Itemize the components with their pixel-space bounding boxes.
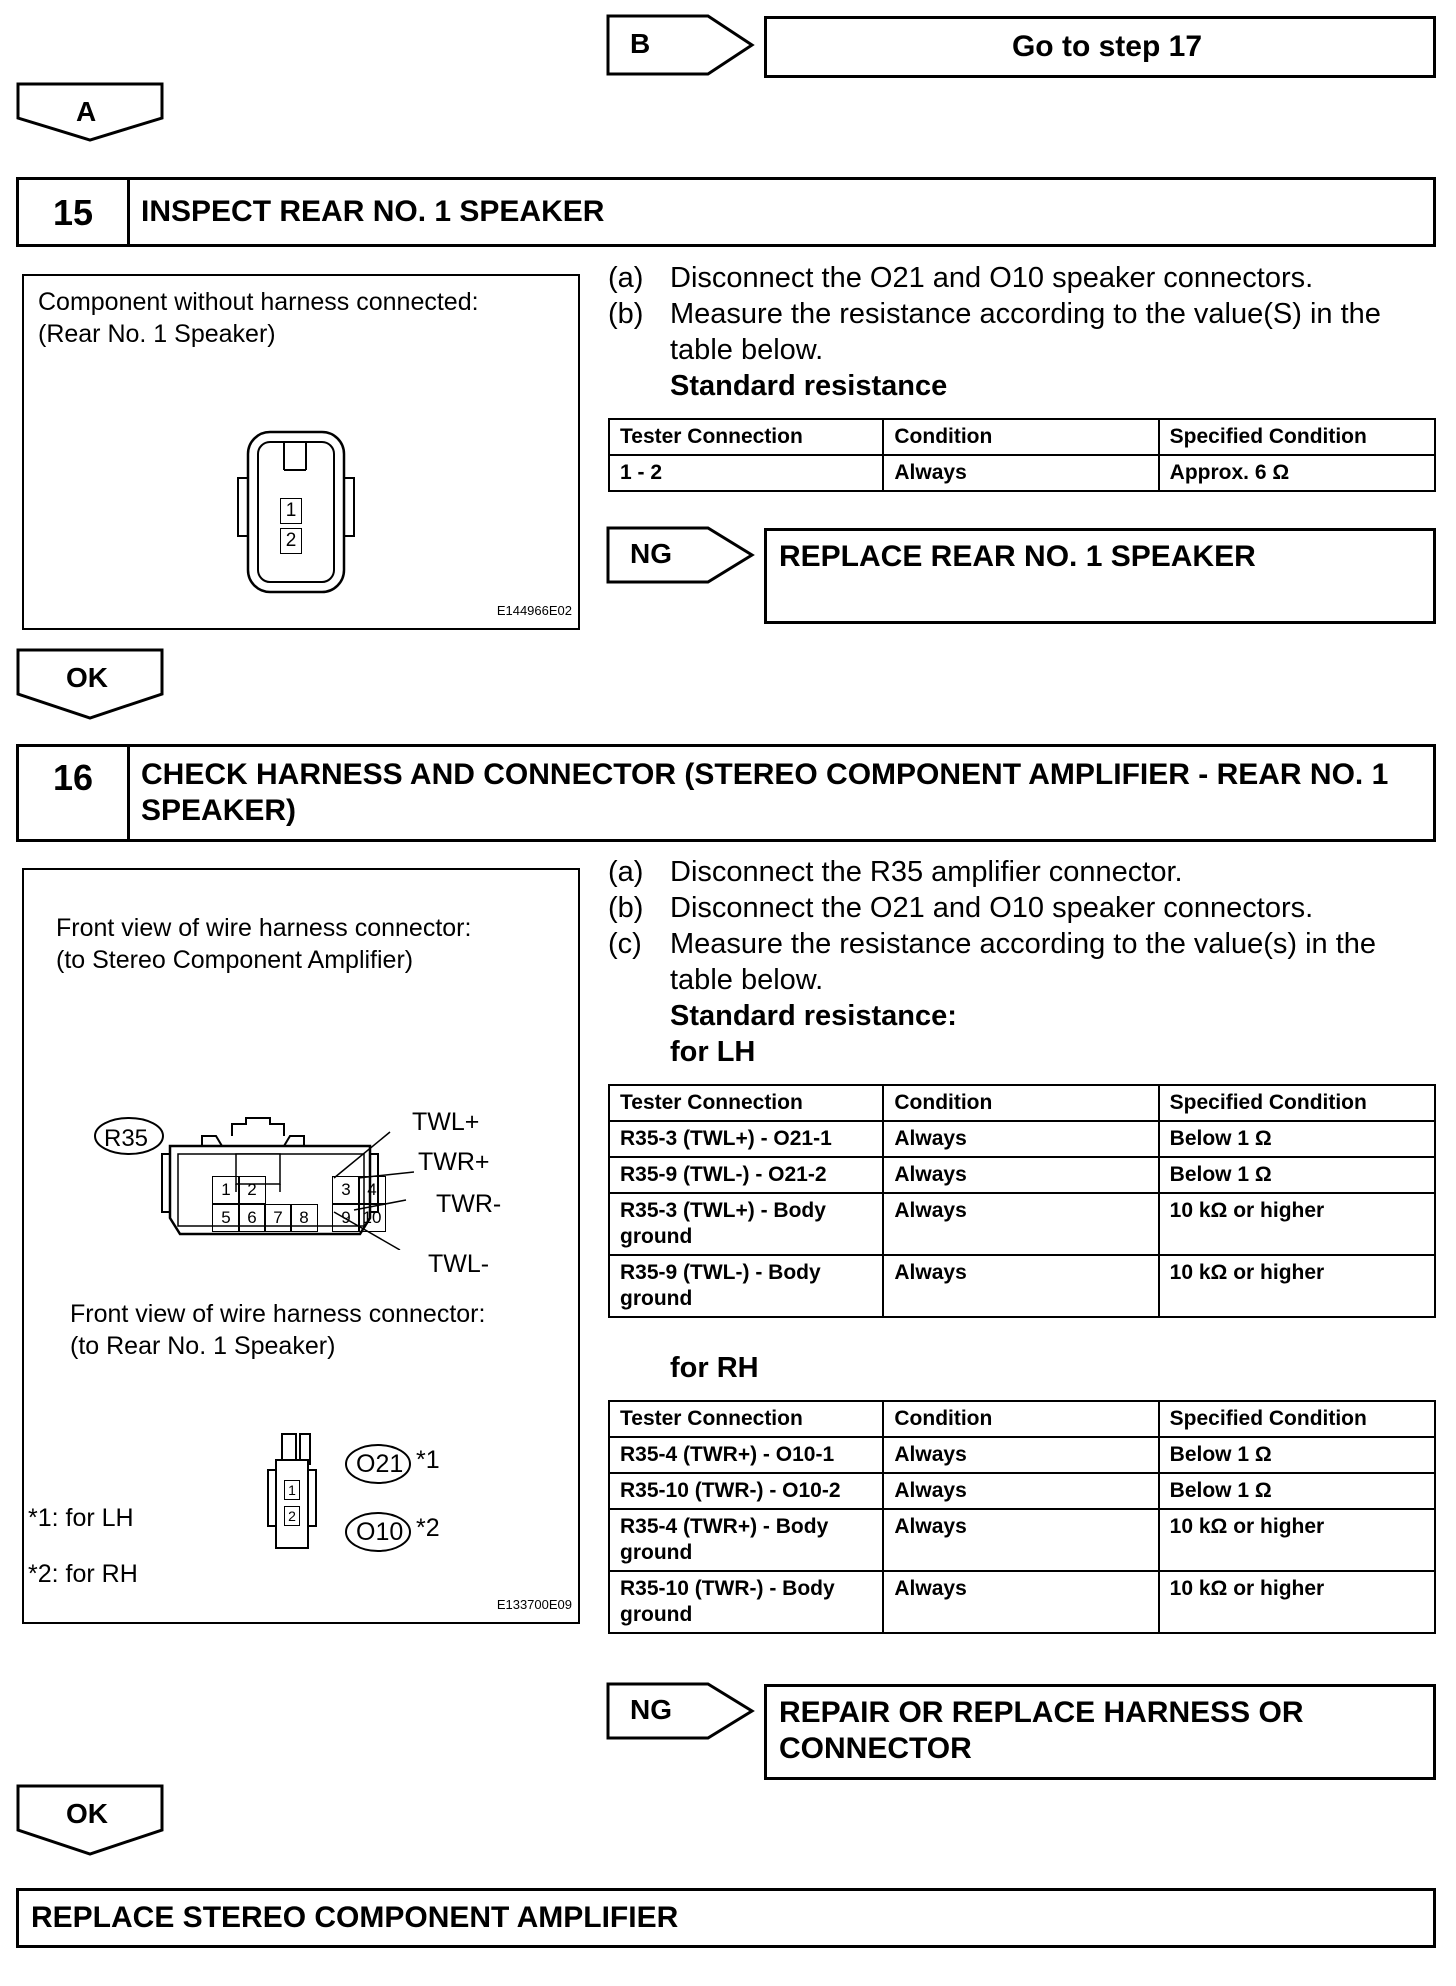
instruction-text: Disconnect the O21 and O10 speaker connectors. bbox=[670, 892, 1314, 924]
ng-action-box[interactable] bbox=[764, 1684, 1436, 1780]
table-row bbox=[609, 1193, 1435, 1255]
instruction-b bbox=[608, 890, 1428, 926]
instruction-label: (b) bbox=[608, 892, 644, 924]
table-cell: Below 1 Ω bbox=[1159, 1121, 1435, 1157]
instruction-b-cont bbox=[608, 332, 1428, 368]
pin-label: 10 bbox=[358, 1204, 386, 1232]
lh-label: for LH bbox=[670, 1036, 756, 1068]
table-row bbox=[609, 1509, 1435, 1571]
wire-label-twl-minus: TWL- bbox=[428, 1250, 490, 1278]
table-cell: Always bbox=[883, 455, 1158, 491]
table-row bbox=[609, 1255, 1435, 1317]
connector-id-o10: O10 bbox=[356, 1518, 404, 1546]
pin-1-box bbox=[280, 498, 302, 524]
header-cell: Condition bbox=[883, 1085, 1158, 1121]
rh-spec-table bbox=[608, 1400, 1436, 1634]
instruction-label: (a) bbox=[608, 856, 644, 888]
table-cell: Below 1 Ω bbox=[1159, 1157, 1435, 1193]
header-cell: Tester Connection bbox=[609, 1401, 883, 1437]
table-cell: Below 1 Ω bbox=[1159, 1437, 1435, 1473]
step-title-line1: CHECK HARNESS AND CONNECTOR (STEREO COMPONENT AMPLIFIER - REAR NO. 1 bbox=[141, 758, 1389, 791]
step-16-figure bbox=[22, 868, 580, 1624]
final-action-box[interactable] bbox=[16, 1888, 1436, 1948]
instruction-text: Measure the resistance according to the value(s) in the bbox=[670, 928, 1377, 960]
instruction-label: (c) bbox=[608, 928, 642, 960]
instruction-text: Disconnect the O21 and O10 speaker connectors. bbox=[670, 262, 1314, 294]
header-cell: Tester Connection bbox=[609, 419, 883, 455]
table-cell: R35-3 (TWL+) - Body ground bbox=[609, 1193, 883, 1255]
pin-label: 9 bbox=[332, 1204, 360, 1232]
instruction-c-cont bbox=[608, 962, 1428, 998]
table-header-row bbox=[609, 1401, 1435, 1437]
lh-spec-table bbox=[608, 1084, 1436, 1318]
instruction-a bbox=[608, 854, 1428, 890]
ng-action-line1: REPAIR OR REPLACE HARNESS OR bbox=[779, 1696, 1304, 1729]
ok-label: OK bbox=[66, 662, 108, 693]
ng-action-text: REPLACE REAR NO. 1 SPEAKER bbox=[779, 540, 1256, 573]
note-1: *1: for LH bbox=[28, 1504, 134, 1532]
pin-label: 2 bbox=[288, 1508, 296, 1524]
table-header-row bbox=[609, 1085, 1435, 1121]
go-to-step-box[interactable] bbox=[764, 16, 1436, 78]
pin-label: 2 bbox=[285, 530, 297, 551]
table-row bbox=[609, 455, 1435, 491]
connector-id-o21: O21 bbox=[356, 1450, 404, 1478]
table-cell: Always bbox=[883, 1121, 1158, 1157]
ng-label: NG bbox=[630, 538, 672, 569]
step-header-divider bbox=[127, 747, 130, 839]
table-cell: Always bbox=[883, 1157, 1158, 1193]
b-branch-arrow bbox=[606, 14, 756, 76]
b-branch-label: B bbox=[630, 28, 651, 59]
wire-label-twr-minus: TWR- bbox=[436, 1190, 502, 1218]
table-cell: R35-9 (TWL-) - O21-2 bbox=[609, 1157, 883, 1193]
table-row bbox=[609, 1571, 1435, 1633]
standard-resistance-label: Standard resistance bbox=[670, 370, 948, 402]
table-cell: R35-9 (TWL-) - Body ground bbox=[609, 1255, 883, 1317]
ng-branch-arrow bbox=[606, 526, 756, 586]
pin-label: 5 bbox=[212, 1204, 240, 1232]
speaker-pin-2-box bbox=[284, 1506, 300, 1526]
table-row bbox=[609, 1437, 1435, 1473]
instruction-text: Disconnect the R35 amplifier connector. bbox=[670, 856, 1183, 888]
table-header-row bbox=[609, 419, 1435, 455]
step-number: 16 bbox=[52, 757, 94, 798]
instruction-b bbox=[608, 296, 1428, 332]
note-mark-1: *1 bbox=[416, 1446, 440, 1474]
instruction-text: table below. bbox=[670, 964, 824, 996]
speaker-harness-connector-drawing bbox=[264, 1430, 344, 1560]
table-cell: R35-10 (TWR-) - O10-2 bbox=[609, 1473, 883, 1509]
instruction-label: (a) bbox=[608, 262, 644, 294]
table-cell: R35-3 (TWL+) - O21-1 bbox=[609, 1121, 883, 1157]
figure-caption1-line1: Front view of wire harness connector: bbox=[56, 914, 472, 942]
pin-label: 4 bbox=[358, 1176, 386, 1204]
pin-label: 1 bbox=[288, 1482, 296, 1498]
figure-caption2-line1: Front view of wire harness connector: bbox=[70, 1300, 486, 1328]
pin-label: 6 bbox=[238, 1204, 266, 1232]
figure-caption1-line2: (to Stereo Component Amplifier) bbox=[56, 946, 414, 974]
instruction-a bbox=[608, 260, 1428, 296]
note-2: *2: for RH bbox=[28, 1560, 138, 1588]
step-15-header bbox=[16, 177, 1436, 247]
header-cell: Tester Connection bbox=[609, 1085, 883, 1121]
figure-id: E144966E02 bbox=[496, 603, 572, 618]
ng-action-box[interactable] bbox=[764, 528, 1436, 624]
a-branch-label: A bbox=[76, 96, 97, 127]
table-cell: Below 1 Ω bbox=[1159, 1473, 1435, 1509]
table-row bbox=[609, 1157, 1435, 1193]
pin-label: 3 bbox=[332, 1176, 360, 1204]
speaker-pin-1-box bbox=[284, 1480, 300, 1500]
table-cell: 10 kΩ or higher bbox=[1159, 1193, 1435, 1255]
figure-caption-line1: Component without harness connected: bbox=[38, 288, 479, 316]
instruction-text: Measure the resistance according to the value(S) in the bbox=[670, 298, 1381, 330]
step-16-header bbox=[16, 744, 1436, 842]
table-cell: 10 kΩ or higher bbox=[1159, 1509, 1435, 1571]
table-cell: 1 - 2 bbox=[609, 455, 883, 491]
instruction-label: (b) bbox=[608, 298, 644, 330]
note-mark-2: *2 bbox=[416, 1514, 440, 1542]
figure-id: E133700E09 bbox=[496, 1597, 572, 1612]
table-cell: 10 kΩ or higher bbox=[1159, 1255, 1435, 1317]
header-cell: Specified Condition bbox=[1159, 419, 1435, 455]
table-row bbox=[609, 1473, 1435, 1509]
table-cell: Approx. 6 Ω bbox=[1159, 455, 1435, 491]
table-cell: R35-4 (TWR+) - Body ground bbox=[609, 1509, 883, 1571]
pin-label: 7 bbox=[264, 1204, 292, 1232]
wire-label-twl-plus: TWL+ bbox=[412, 1108, 480, 1136]
step-header-divider bbox=[127, 180, 130, 244]
ng-label: NG bbox=[630, 1694, 672, 1725]
header-cell: Specified Condition bbox=[1159, 1401, 1435, 1437]
step-15-spec-table bbox=[608, 418, 1436, 492]
wire-label-twr-plus: TWR+ bbox=[418, 1148, 490, 1176]
instruction-c bbox=[608, 926, 1428, 962]
ng-action-line2: CONNECTOR bbox=[779, 1732, 972, 1765]
pin-label: 2 bbox=[238, 1176, 266, 1204]
table-cell: Always bbox=[883, 1509, 1158, 1571]
final-action-text: REPLACE STEREO COMPONENT AMPLIFIER bbox=[31, 1901, 679, 1934]
pin-label: 1 bbox=[212, 1176, 240, 1204]
table-cell: Always bbox=[883, 1473, 1158, 1509]
table-cell: Always bbox=[883, 1193, 1158, 1255]
table-row bbox=[609, 1121, 1435, 1157]
table-cell: 10 kΩ or higher bbox=[1159, 1571, 1435, 1633]
step-15-figure bbox=[22, 274, 580, 630]
rh-label: for RH bbox=[670, 1352, 759, 1384]
standard-resistance-label: Standard resistance: bbox=[670, 1000, 957, 1032]
header-cell: Specified Condition bbox=[1159, 1085, 1435, 1121]
table-cell: R35-10 (TWR-) - Body ground bbox=[609, 1571, 883, 1633]
table-cell: Always bbox=[883, 1437, 1158, 1473]
pin-label: 8 bbox=[290, 1204, 318, 1232]
pin-label: 1 bbox=[285, 500, 297, 521]
ng-branch-arrow bbox=[606, 1682, 756, 1742]
pin-2-box bbox=[280, 528, 302, 554]
connector-id-r35: R35 bbox=[104, 1125, 149, 1152]
go-to-step-text: Go to step 17 bbox=[1011, 30, 1203, 63]
step-number: 15 bbox=[52, 192, 94, 233]
table-cell: Always bbox=[883, 1571, 1158, 1633]
table-cell: Always bbox=[883, 1255, 1158, 1317]
table-cell: R35-4 (TWR+) - O10-1 bbox=[609, 1437, 883, 1473]
step-title: INSPECT REAR NO. 1 SPEAKER bbox=[141, 195, 605, 228]
ok-label: OK bbox=[66, 1798, 108, 1829]
figure-caption2-line2: (to Rear No. 1 Speaker) bbox=[70, 1332, 336, 1360]
figure-caption-line2: (Rear No. 1 Speaker) bbox=[38, 320, 276, 348]
step-title-line2: SPEAKER) bbox=[141, 794, 297, 827]
instruction-text: table below. bbox=[670, 334, 824, 366]
header-cell: Condition bbox=[883, 419, 1158, 455]
header-cell: Condition bbox=[883, 1401, 1158, 1437]
